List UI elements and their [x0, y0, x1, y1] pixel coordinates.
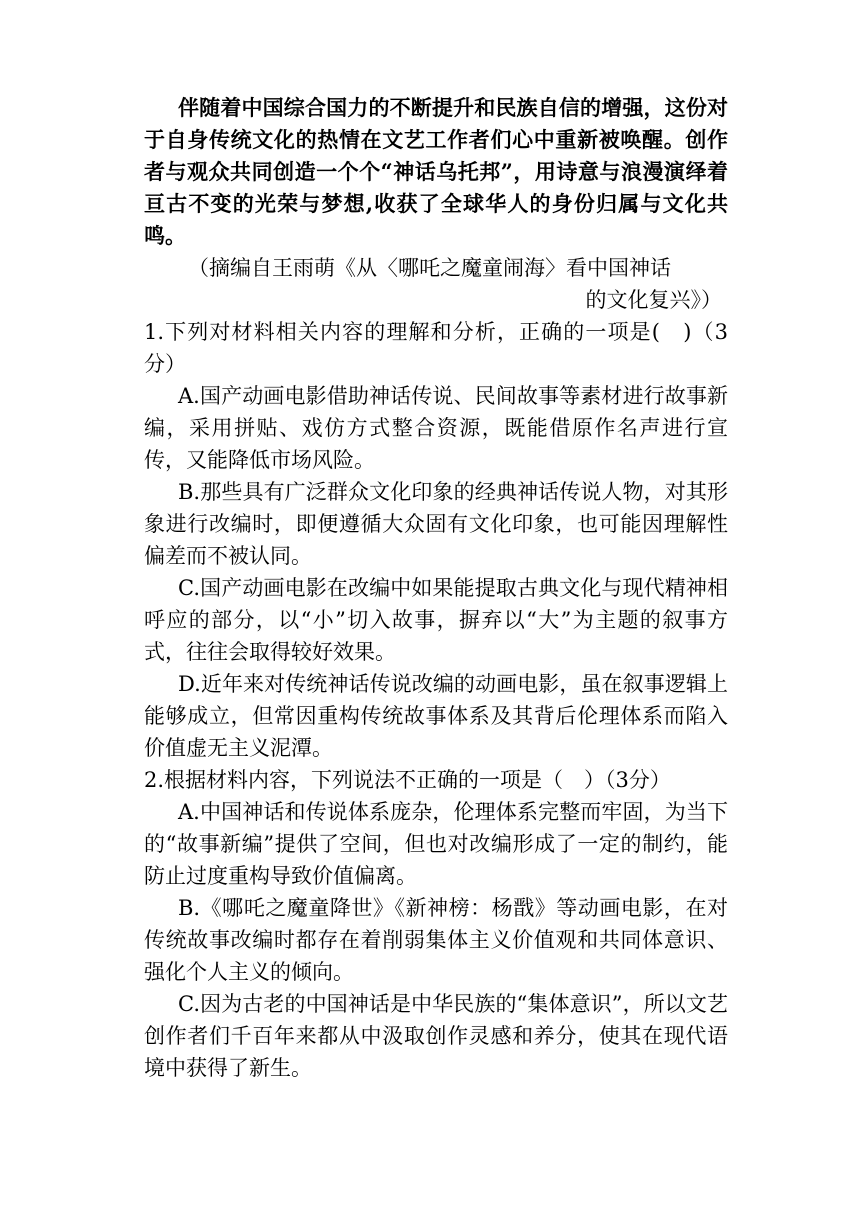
- question-1-option-b: B.那些具有广泛群众文化印象的经典神话传说人物，对其形象进行改编时，即便遵循大众固有文化印象，也可能因理解性偏差而不被认同。: [144, 480, 728, 568]
- passage-source-line-2: 的文化复兴》）: [585, 288, 722, 312]
- question-2-stem: 2.根据材料内容，下列说法不正确的一项是（ ）（3分）: [144, 768, 671, 792]
- passage-closing-paragraph: 伴随着中国综合国力的不断提升和民族自信的增强，这份对于自身传统文化的热情在文艺工作者们心中重新被唤醒。创作者与观众共同创造一个个“神话乌托邦”，用诗意与浪漫演绎着亘古不变的光荣与梦想,收获了全球华人的身份归属与文化共鸣。: [144, 95, 728, 248]
- question-2: [144, 764, 728, 1084]
- passage-source-line-1: （摘编自王雨萌《从〈哪吒之魔童闹海〉看中国神话: [188, 256, 671, 280]
- question-1: [144, 316, 728, 764]
- question-1-option-a: A.国产动画电影借助神话传说、民间故事等素材进行故事新编，采用拼贴、戏仿方式整合资源，既能借原作名声进行宣传，又能降低市场风险。: [144, 384, 728, 472]
- question-1-option-d: D.近年来对传统神话传说改编的动画电影，虽在叙事逻辑上能够成立，但常因重构传统故事体系及其背后伦理体系而陷入价值虚无主义泥潭。: [144, 672, 728, 760]
- question-1-stem: 1.下列对材料相关内容的理解和分析，正确的一项是( )（3分）: [144, 320, 728, 376]
- document-page: [144, 92, 728, 1084]
- question-2-option-b: B.《哪吒之魔童降世》《新神榜：杨戬》等动画电影，在对传统故事改编时都存在着削弱集体主义价值观和共同体意识、强化个人主义的倾向。: [144, 896, 728, 984]
- question-2-option-a: A.中国神话和传说体系庞杂，伦理体系完整而牢固，为当下的“故事新编”提供了空间，但也对改编形成了一定的制约，能防止过度重构导致价值偏离。: [144, 800, 728, 888]
- question-2-option-c: C.因为古老的中国神话是中华民族的“集体意识”，所以文艺创作者们千百年来都从中汲取创作灵感和养分，使其在现代语境中获得了新生。: [144, 992, 728, 1080]
- question-1-option-c: C.国产动画电影在改编中如果能提取古典文化与现代精神相呼应的部分，以“小”切入故事，摒弃以“大”为主题的叙事方式，往往会取得较好效果。: [144, 576, 728, 664]
